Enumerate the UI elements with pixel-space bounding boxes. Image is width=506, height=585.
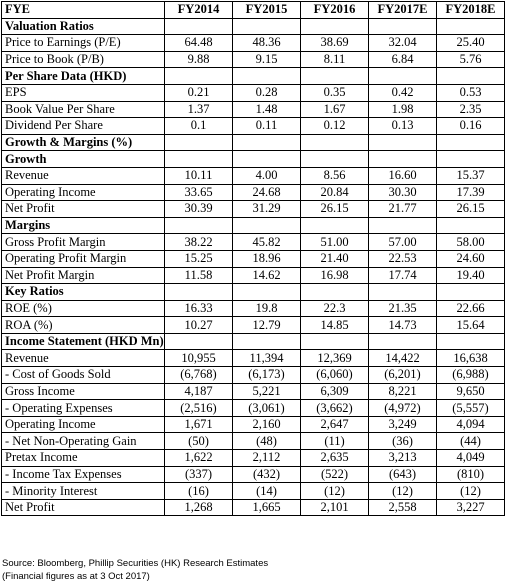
value-cell: 0.35	[301, 84, 369, 101]
value-cell: 57.00	[369, 234, 437, 251]
value-cell: 30.30	[369, 184, 437, 201]
value-cell: 2,647	[301, 416, 369, 433]
value-cell: 21.77	[369, 201, 437, 218]
financial-table-container	[1, 1, 505, 516]
value-cell: 0.12	[301, 118, 369, 135]
value-cell: (810)	[437, 466, 505, 483]
empty-cell	[437, 284, 505, 301]
value-cell: 14.62	[233, 267, 301, 284]
value-cell: (6,201)	[369, 367, 437, 384]
empty-cell	[165, 134, 233, 151]
empty-cell	[233, 134, 301, 151]
table-row	[2, 35, 505, 52]
value-cell: 51.00	[301, 234, 369, 251]
as-of-note: (Financial figures as at 3 Oct 2017)	[2, 571, 150, 582]
section-row	[2, 134, 505, 151]
empty-cell	[165, 284, 233, 301]
value-cell: 19.40	[437, 267, 505, 284]
value-cell: 21.35	[369, 300, 437, 317]
value-cell: 1,671	[165, 416, 233, 433]
financial-summary-table	[1, 1, 505, 516]
empty-cell	[233, 68, 301, 85]
row-label: - Minority Interest	[2, 483, 165, 500]
empty-cell	[233, 18, 301, 35]
value-cell: (48)	[233, 433, 301, 450]
value-cell: 5.76	[437, 51, 505, 68]
value-cell: (522)	[301, 466, 369, 483]
header-cell: FY2016	[301, 2, 369, 19]
value-cell: 6,309	[301, 383, 369, 400]
value-cell: 45.82	[233, 234, 301, 251]
value-cell: 9,650	[437, 383, 505, 400]
value-cell: 2,635	[301, 450, 369, 467]
row-label: Operating Income	[2, 184, 165, 201]
value-cell: 10.27	[165, 317, 233, 334]
value-cell: 64.48	[165, 35, 233, 52]
value-cell: 24.68	[233, 184, 301, 201]
value-cell: 0.21	[165, 84, 233, 101]
row-label: Price to Earnings (P/E)	[2, 35, 165, 52]
section-title: Growth & Margins (%)	[2, 134, 165, 151]
value-cell: 0.53	[437, 84, 505, 101]
table-row	[2, 300, 505, 317]
value-cell: 25.40	[437, 35, 505, 52]
value-cell: 2,160	[233, 416, 301, 433]
empty-cell	[369, 134, 437, 151]
value-cell: 0.42	[369, 84, 437, 101]
value-cell: 10.11	[165, 167, 233, 184]
value-cell: 2.35	[437, 101, 505, 118]
row-label: Gross Profit Margin	[2, 234, 165, 251]
table-row	[2, 450, 505, 467]
table-row	[2, 250, 505, 267]
empty-cell	[437, 68, 505, 85]
value-cell: 31.29	[233, 201, 301, 218]
value-cell: 26.15	[437, 201, 505, 218]
row-label: Revenue	[2, 350, 165, 367]
empty-cell	[369, 333, 437, 350]
value-cell: 4,049	[437, 450, 505, 467]
empty-cell	[301, 284, 369, 301]
section-row	[2, 217, 505, 234]
row-label: Operating Income	[2, 416, 165, 433]
row-label: - Cost of Goods Sold	[2, 367, 165, 384]
row-label: Net Profit	[2, 499, 165, 516]
table-row	[2, 317, 505, 334]
value-cell: 1.98	[369, 101, 437, 118]
value-cell: 9.88	[165, 51, 233, 68]
section-row	[2, 18, 505, 35]
header-cell: FY2014	[165, 2, 233, 19]
value-cell: 17.39	[437, 184, 505, 201]
value-cell: 1,622	[165, 450, 233, 467]
empty-cell	[437, 18, 505, 35]
empty-cell	[165, 217, 233, 234]
table-row	[2, 383, 505, 400]
empty-cell	[369, 151, 437, 168]
table-row	[2, 118, 505, 135]
row-label: - Net Non-Operating Gain	[2, 433, 165, 450]
row-label: Price to Book (P/B)	[2, 51, 165, 68]
row-label: Gross Income	[2, 383, 165, 400]
value-cell: 18.96	[233, 250, 301, 267]
row-label: - Operating Expenses	[2, 400, 165, 417]
value-cell: 15.25	[165, 250, 233, 267]
section-row	[2, 333, 505, 350]
empty-cell	[301, 134, 369, 151]
empty-cell	[165, 333, 233, 350]
empty-cell	[301, 68, 369, 85]
table-row	[2, 51, 505, 68]
empty-cell	[233, 284, 301, 301]
empty-cell	[165, 151, 233, 168]
value-cell: 12.79	[233, 317, 301, 334]
value-cell: (2,516)	[165, 400, 233, 417]
value-cell: 4,094	[437, 416, 505, 433]
value-cell: 16.33	[165, 300, 233, 317]
value-cell: 58.00	[437, 234, 505, 251]
section-row	[2, 284, 505, 301]
value-cell: 2,101	[301, 499, 369, 516]
value-cell: (4,972)	[369, 400, 437, 417]
value-cell: 1.37	[165, 101, 233, 118]
empty-cell	[369, 68, 437, 85]
section-title: Margins	[2, 217, 165, 234]
section-title: Key Ratios	[2, 284, 165, 301]
value-cell: 3,213	[369, 450, 437, 467]
value-cell: 30.39	[165, 201, 233, 218]
value-cell: 8.11	[301, 51, 369, 68]
row-label: - Income Tax Expenses	[2, 466, 165, 483]
value-cell: 15.64	[437, 317, 505, 334]
value-cell: 19.8	[233, 300, 301, 317]
value-cell: 1,665	[233, 499, 301, 516]
value-cell: 24.60	[437, 250, 505, 267]
value-cell: 22.53	[369, 250, 437, 267]
value-cell: 33.65	[165, 184, 233, 201]
value-cell: 20.84	[301, 184, 369, 201]
value-cell: (337)	[165, 466, 233, 483]
value-cell: 11.58	[165, 267, 233, 284]
header-row	[2, 2, 505, 19]
value-cell: 3,249	[369, 416, 437, 433]
value-cell: 9.15	[233, 51, 301, 68]
empty-cell	[437, 134, 505, 151]
section-title: Income Statement (HKD Mn)	[2, 333, 165, 350]
empty-cell	[301, 333, 369, 350]
row-label: EPS	[2, 84, 165, 101]
value-cell: 14,422	[369, 350, 437, 367]
row-label: ROE (%)	[2, 300, 165, 317]
value-cell: 11,394	[233, 350, 301, 367]
value-cell: 15.37	[437, 167, 505, 184]
table-row	[2, 84, 505, 101]
value-cell: (11)	[301, 433, 369, 450]
table-row	[2, 400, 505, 417]
value-cell: 21.40	[301, 250, 369, 267]
value-cell: (12)	[437, 483, 505, 500]
value-cell: (44)	[437, 433, 505, 450]
empty-cell	[233, 333, 301, 350]
value-cell: 0.28	[233, 84, 301, 101]
empty-cell	[165, 68, 233, 85]
value-cell: 12,369	[301, 350, 369, 367]
empty-cell	[437, 333, 505, 350]
value-cell: 4,187	[165, 383, 233, 400]
value-cell: 5,221	[233, 383, 301, 400]
value-cell: 14.73	[369, 317, 437, 334]
empty-cell	[301, 217, 369, 234]
section-title: Per Share Data (HKD)	[2, 68, 165, 85]
header-cell: FY2017E	[369, 2, 437, 19]
empty-cell	[437, 217, 505, 234]
value-cell: (50)	[165, 433, 233, 450]
row-label: Operating Profit Margin	[2, 250, 165, 267]
value-cell: 32.04	[369, 35, 437, 52]
value-cell: 16.98	[301, 267, 369, 284]
value-cell: 0.11	[233, 118, 301, 135]
row-label: ROA (%)	[2, 317, 165, 334]
value-cell: (6,060)	[301, 367, 369, 384]
value-cell: 22.66	[437, 300, 505, 317]
value-cell: (5,557)	[437, 400, 505, 417]
table-row	[2, 433, 505, 450]
table-row	[2, 350, 505, 367]
empty-cell	[301, 151, 369, 168]
value-cell: 22.3	[301, 300, 369, 317]
section-row	[2, 68, 505, 85]
table-row	[2, 184, 505, 201]
value-cell: (3,662)	[301, 400, 369, 417]
value-cell: 38.69	[301, 35, 369, 52]
value-cell: 17.74	[369, 267, 437, 284]
value-cell: 8.56	[301, 167, 369, 184]
table-row	[2, 201, 505, 218]
value-cell: 4.00	[233, 167, 301, 184]
row-label: Book Value Per Share	[2, 101, 165, 118]
row-label: Dividend Per Share	[2, 118, 165, 135]
value-cell: (16)	[165, 483, 233, 500]
table-row	[2, 367, 505, 384]
value-cell: 0.1	[165, 118, 233, 135]
value-cell: 1.67	[301, 101, 369, 118]
value-cell: (6,768)	[165, 367, 233, 384]
empty-cell	[369, 284, 437, 301]
value-cell: 14.85	[301, 317, 369, 334]
empty-cell	[165, 18, 233, 35]
empty-cell	[233, 217, 301, 234]
value-cell: 1.48	[233, 101, 301, 118]
value-cell: 16,638	[437, 350, 505, 367]
table-row	[2, 416, 505, 433]
value-cell: 38.22	[165, 234, 233, 251]
value-cell: (432)	[233, 466, 301, 483]
value-cell: 8,221	[369, 383, 437, 400]
empty-cell	[369, 217, 437, 234]
section-title: Valuation Ratios	[2, 18, 165, 35]
row-label: Net Profit Margin	[2, 267, 165, 284]
empty-cell	[233, 151, 301, 168]
section-row	[2, 151, 505, 168]
row-label: Pretax Income	[2, 450, 165, 467]
value-cell: 16.60	[369, 167, 437, 184]
header-cell: FYE	[2, 2, 165, 19]
row-label: Revenue	[2, 167, 165, 184]
value-cell: (36)	[369, 433, 437, 450]
table-row	[2, 483, 505, 500]
value-cell: 3,227	[437, 499, 505, 516]
value-cell: (643)	[369, 466, 437, 483]
table-row	[2, 466, 505, 483]
header-cell: FY2015	[233, 2, 301, 19]
value-cell: 26.15	[301, 201, 369, 218]
row-label: Net Profit	[2, 201, 165, 218]
table-row	[2, 167, 505, 184]
value-cell: 6.84	[369, 51, 437, 68]
value-cell: (12)	[301, 483, 369, 500]
value-cell: (6,988)	[437, 367, 505, 384]
table-row	[2, 101, 505, 118]
table-row	[2, 234, 505, 251]
value-cell: 2,112	[233, 450, 301, 467]
value-cell: 48.36	[233, 35, 301, 52]
value-cell: 0.13	[369, 118, 437, 135]
value-cell: 1,268	[165, 499, 233, 516]
value-cell: 10,955	[165, 350, 233, 367]
empty-cell	[301, 18, 369, 35]
value-cell: (14)	[233, 483, 301, 500]
source-note: Source: Bloomberg, Phillip Securities (HK) Research Estimates	[2, 558, 269, 569]
empty-cell	[437, 151, 505, 168]
header-cell: FY2018E	[437, 2, 505, 19]
table-row	[2, 499, 505, 516]
empty-cell	[369, 18, 437, 35]
value-cell: 0.16	[437, 118, 505, 135]
value-cell: (12)	[369, 483, 437, 500]
section-title: Growth	[2, 151, 165, 168]
value-cell: (6,173)	[233, 367, 301, 384]
value-cell: 2,558	[369, 499, 437, 516]
value-cell: (3,061)	[233, 400, 301, 417]
table-row	[2, 267, 505, 284]
